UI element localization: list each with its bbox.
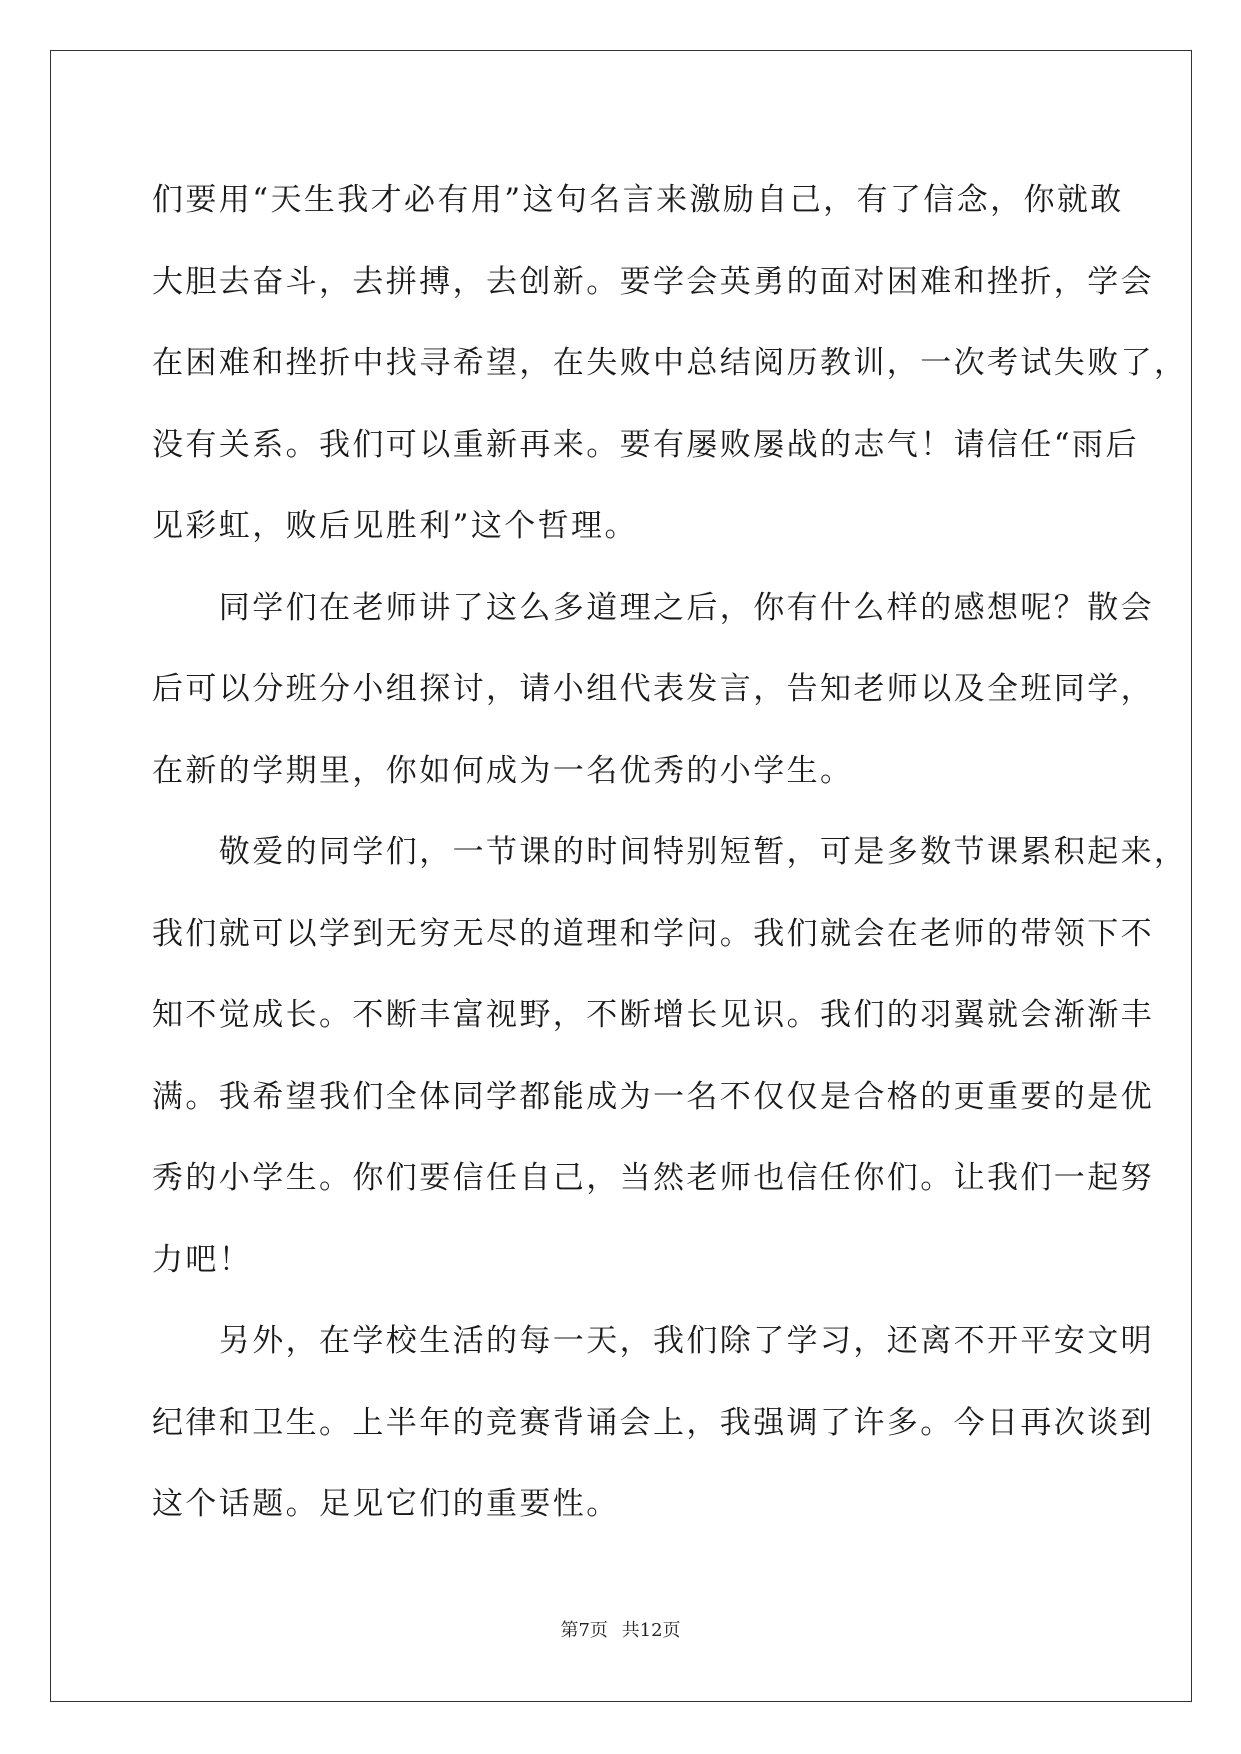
document-body [152, 160, 1188, 1546]
text-line: 秀的小学生。你们要信任自己，当然老师也信任你们。让我们一起努 [152, 1160, 1154, 1196]
text-line: 在新的学期里，你如何成为一名优秀的小学生。 [152, 752, 854, 789]
text-line: 同学们在老师讲了这么多道理之后，你有什么样的感想呢？散会 [152, 589, 1154, 626]
page-footer [0, 1616, 1241, 1642]
text-line: 纪律和卫生。上半年的竞赛背诵会上，我强调了许多。今日再次谈到 [152, 1404, 1154, 1441]
page-number: 第7页 [560, 1620, 608, 1641]
text-line: 见彩虹，败后见胜利”这个哲理。 [152, 508, 638, 544]
paragraph-1 [152, 160, 1188, 568]
text-line: 们要用“天生我才必有用”这句名言来激励自己，有了信念，你就敢 [152, 182, 1124, 218]
text-line: 知不觉成长。不断丰富视野，不断增长见识。我们的羽翼就会渐渐丰 [152, 997, 1154, 1033]
page-total: 共12页 [621, 1620, 681, 1641]
text-line: 这个话题。足见它们的重要性。 [152, 1486, 620, 1522]
text-line: 另外，在学校生活的每一天，我们除了学习，还离不开平安文明 [152, 1323, 1154, 1359]
text-line: 后可以分班分小组探讨，请小组代表发言，告知老师以及全班同学， [152, 671, 1154, 707]
text-line: 我们就可以学到无穷无尽的道理和学问。我们就会在老师的带领下不 [152, 915, 1154, 952]
paragraph-3 [152, 812, 1188, 1301]
text-line: 没有关系。我们可以重新再来。要有屡败屡战的志气！请信任“雨后 [152, 426, 1139, 463]
text-line: 力吧！ [152, 1241, 253, 1278]
paragraph-4 [152, 1301, 1154, 1546]
text-line: 满。我希望我们全体同学都能成为一名不仅仅是合格的更重要的是优 [152, 1078, 1154, 1115]
paragraph-2 [152, 568, 1154, 813]
text-line: 大胆去奋斗，去拼搏，去创新。要学会英勇的面对困难和挫折，学会 [152, 263, 1154, 300]
text-line: 敬爱的同学们，一节课的时间特别短暂，可是多数节课累积起来， [152, 834, 1188, 870]
text-line: 在困难和挫折中找寻希望，在失败中总结阅历教训，一次考试失败了， [152, 345, 1188, 381]
